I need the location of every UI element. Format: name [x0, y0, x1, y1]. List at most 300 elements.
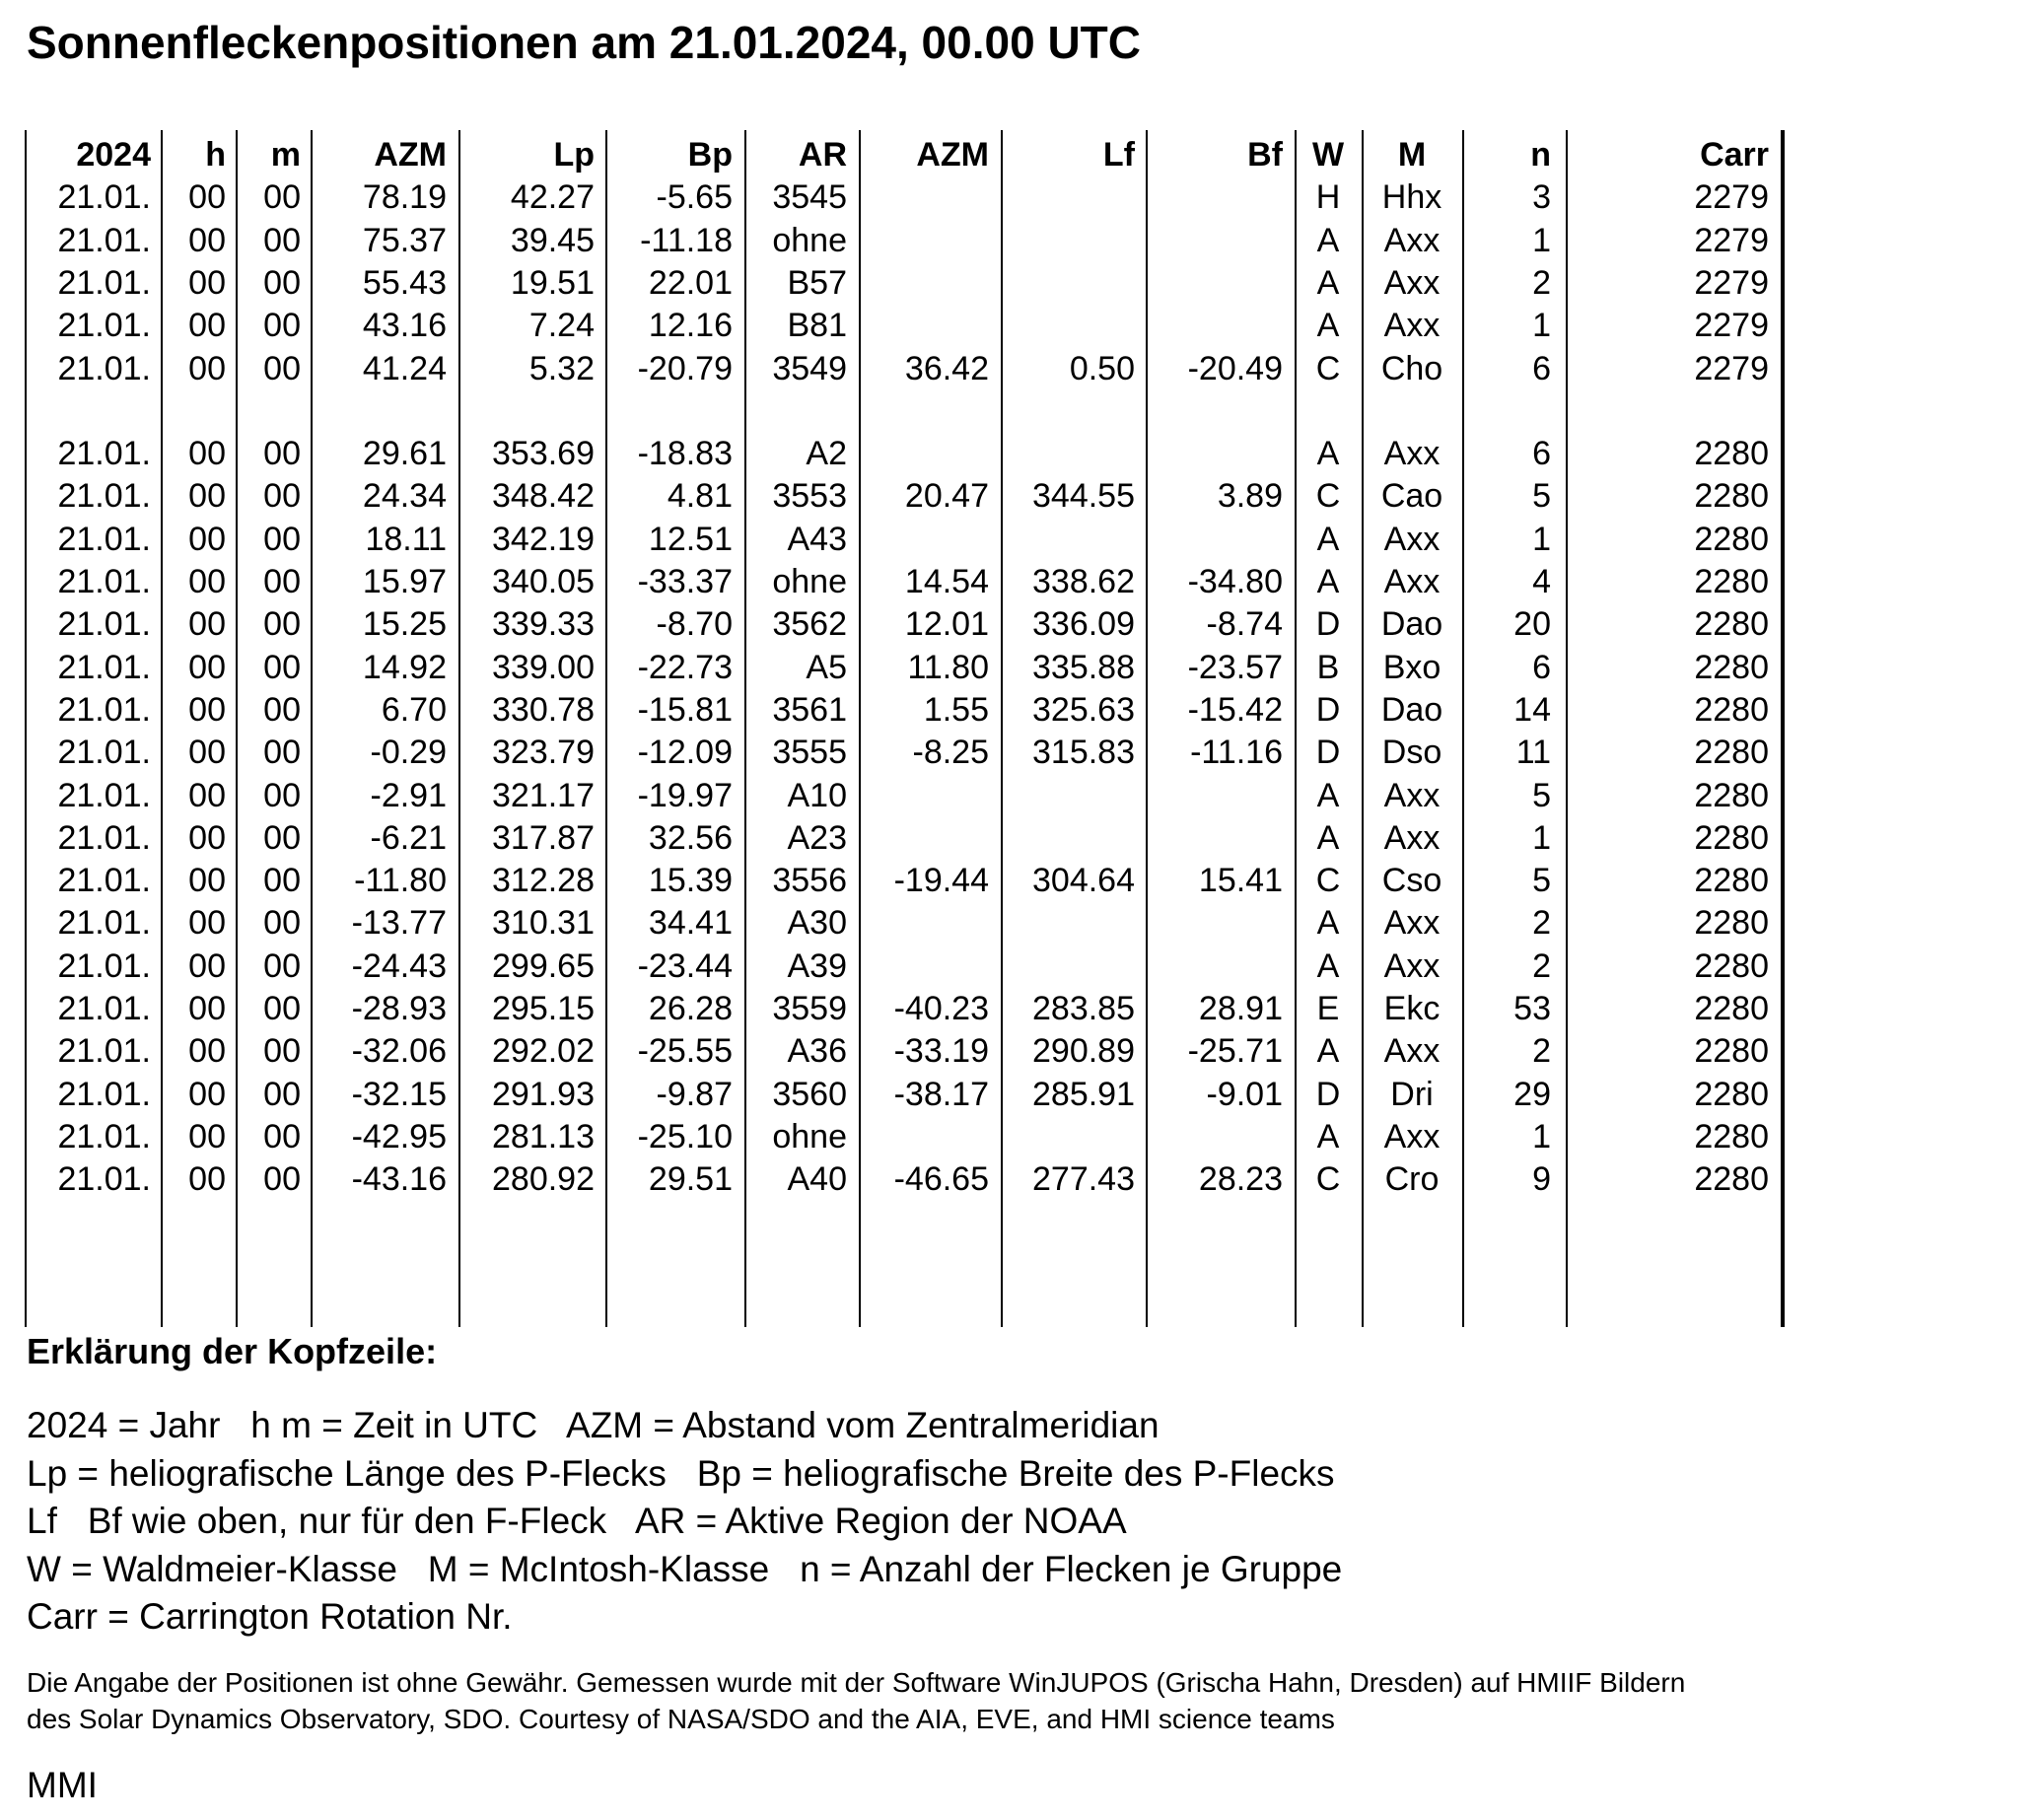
- table-cell: [1146, 775, 1283, 817]
- table-cell: 55.43: [362, 263, 447, 302]
- table-cell: [1146, 176, 1283, 219]
- table-cell: 6: [1532, 648, 1551, 686]
- table-cell: 2280: [1694, 1160, 1769, 1199]
- table-cell: 3559: [772, 990, 847, 1027]
- header-cell: n: [1530, 136, 1551, 174]
- table-cell: 00: [188, 605, 226, 644]
- table-cell: 18.11: [365, 520, 447, 558]
- table-cell: 335.88: [1032, 648, 1135, 686]
- header-cell: 2024: [76, 136, 151, 174]
- table-cell: 29: [1513, 1075, 1551, 1113]
- header-cell: W: [1311, 136, 1345, 174]
- table-cell: 338.62: [1032, 563, 1135, 600]
- table-cell: 21.01.: [57, 690, 151, 729]
- table-cell: A39: [787, 946, 847, 985]
- table-row: [25, 1074, 1799, 1116]
- table-row: [25, 305, 1799, 347]
- table-row: [25, 817, 1799, 860]
- table-cell: [1001, 945, 1135, 988]
- table-cell: 00: [188, 862, 226, 900]
- table-cell: -0.29: [370, 734, 447, 772]
- table-cell: 20: [1513, 605, 1551, 644]
- table-cell: Dri: [1390, 1075, 1434, 1113]
- table-cell: 28.23: [1198, 1160, 1283, 1199]
- table-cell: 2: [1532, 263, 1551, 302]
- table-cell: 21.01.: [57, 776, 151, 814]
- table-cell: 317.87: [492, 818, 595, 857]
- table-cell: B: [1316, 648, 1340, 686]
- table-cell: 2280: [1694, 776, 1769, 814]
- table-cell: 41.24: [362, 349, 447, 387]
- table-cell: 00: [188, 776, 226, 814]
- table-cell: 21.01.: [57, 648, 151, 686]
- table-cell: 3.89: [1217, 477, 1283, 516]
- table-cell: D: [1315, 690, 1341, 729]
- table-row: [25, 1116, 1799, 1158]
- table-cell: 5: [1532, 477, 1551, 516]
- table-cell: 2279: [1694, 307, 1769, 345]
- table-cell: 2280: [1694, 605, 1769, 644]
- table-cell: -18.83: [637, 435, 733, 473]
- table-cell: A5: [806, 648, 847, 686]
- table-cell: A: [1316, 1032, 1340, 1071]
- table-cell: -42.95: [351, 1117, 447, 1155]
- table-cell: 12.01: [904, 605, 989, 644]
- table-row: [25, 732, 1799, 774]
- legend-line: 2024 = Jahr h m = Zeit in UTC AZM = Abstand vom Zentralmeridian: [27, 1405, 1160, 1445]
- table-cell: 00: [263, 734, 301, 772]
- table-cell: 2: [1532, 904, 1551, 943]
- table-cell: 12.16: [648, 307, 733, 345]
- table-cell: 29.61: [362, 435, 447, 473]
- table-cell: 310.31: [492, 904, 595, 943]
- table-cell: A: [1316, 1117, 1340, 1155]
- table-cell: Axx: [1383, 307, 1441, 345]
- table-cell: 32.56: [648, 818, 733, 857]
- table-cell: [1146, 262, 1283, 305]
- table-cell: C: [1315, 1160, 1341, 1199]
- table-cell: 2280: [1694, 477, 1769, 516]
- table-cell: B81: [787, 307, 847, 345]
- table-cell: 21.01.: [57, 178, 151, 217]
- table-cell: -8.70: [656, 605, 733, 644]
- table-cell: 6.70: [381, 690, 447, 729]
- table-cell: 1: [1532, 221, 1551, 259]
- table-cell: 315.83: [1032, 734, 1135, 772]
- table-cell: 280.92: [492, 1160, 595, 1199]
- table-row: [25, 603, 1799, 646]
- table-cell: 00: [188, 734, 226, 772]
- table-cell: 14.92: [362, 648, 447, 686]
- header-cell: Lf: [1102, 136, 1135, 174]
- table-cell: [1001, 1116, 1135, 1158]
- table-cell: 21.01.: [57, 605, 151, 644]
- table-cell: 21.01.: [57, 1075, 151, 1113]
- table-cell: 3561: [772, 690, 847, 729]
- table-cell: ohne: [772, 221, 847, 259]
- table-cell: 2280: [1694, 435, 1769, 473]
- table-cell: A: [1316, 221, 1340, 259]
- header-cell: Lp: [553, 136, 595, 174]
- table-cell: 4: [1532, 563, 1551, 600]
- header-cell: Bf: [1247, 136, 1283, 174]
- table-cell: 00: [263, 818, 301, 857]
- table-row: [25, 348, 1799, 390]
- table-row: [25, 1030, 1799, 1073]
- table-cell: 2280: [1694, 648, 1769, 686]
- table-cell: 21.01.: [57, 734, 151, 772]
- table-cell: 00: [188, 563, 226, 600]
- table-cell: ohne: [772, 1117, 847, 1155]
- table-cell: -23.57: [1187, 648, 1283, 686]
- table-cell: 00: [263, 435, 301, 473]
- disclaimer-line: des Solar Dynamics Observatory, SDO. Courtesy of NASA/SDO and the AIA, EVE, and HMI science teams: [27, 1704, 1335, 1734]
- table-cell: 00: [263, 605, 301, 644]
- table-cell: 00: [188, 818, 226, 857]
- table-cell: 20.47: [904, 477, 989, 516]
- table-cell: [1001, 433, 1135, 475]
- table-cell: 00: [188, 1117, 226, 1155]
- table-cell: 21.01.: [57, 1160, 151, 1199]
- table-row: [25, 689, 1799, 732]
- table-cell: [859, 817, 989, 860]
- table-cell: C: [1315, 862, 1341, 900]
- table-cell: 2280: [1694, 1117, 1769, 1155]
- table-cell: 336.09: [1032, 605, 1135, 644]
- table-cell: 00: [188, 648, 226, 686]
- table-cell: 339.33: [492, 605, 595, 644]
- table-cell: 42.27: [510, 178, 595, 217]
- table-cell: 21.01.: [57, 307, 151, 345]
- table-cell: 21.01.: [57, 818, 151, 857]
- disclaimer-line: Die Angabe der Positionen ist ohne Gewähr. Gemessen wurde mit der Software WinJUPOS (Grischa Hahn, Dresden) auf HMIIF Bildern: [27, 1667, 1686, 1698]
- table-cell: 285.91: [1032, 1075, 1135, 1113]
- legend-line: W = Waldmeier-Klasse M = McIntosh-Klasse n = Anzahl der Flecken je Gruppe: [27, 1548, 1343, 1589]
- legend-line: Carr = Carrington Rotation Nr.: [27, 1596, 513, 1637]
- table-cell: 00: [188, 1160, 226, 1199]
- table-cell: [1001, 176, 1135, 219]
- table-cell: 00: [188, 263, 226, 302]
- table-cell: 21.01.: [57, 263, 151, 302]
- table-cell: 283.85: [1032, 990, 1135, 1027]
- table-cell: 21.01.: [57, 349, 151, 387]
- table-cell: Dso: [1381, 734, 1442, 772]
- table-cell: D: [1315, 734, 1341, 772]
- table-cell: 26.28: [648, 990, 733, 1027]
- table-cell: 00: [188, 904, 226, 943]
- table-cell: D: [1315, 605, 1341, 644]
- table-cell: 292.02: [492, 1032, 595, 1071]
- table-cell: [859, 305, 989, 347]
- table-cell: Hhx: [1381, 178, 1442, 217]
- table-cell: -32.06: [351, 1032, 447, 1071]
- header-cell: Carr: [1700, 136, 1769, 174]
- table-cell: [1146, 945, 1283, 988]
- table-cell: 00: [263, 990, 301, 1027]
- table-cell: A36: [787, 1032, 847, 1071]
- table-cell: -23.44: [637, 946, 733, 985]
- table-cell: 304.64: [1032, 862, 1135, 900]
- table-cell: Axx: [1383, 1032, 1441, 1071]
- table-cell: 4.81: [667, 477, 733, 516]
- table-cell: Axx: [1383, 520, 1441, 558]
- table-cell: A: [1316, 946, 1340, 985]
- table-row: [25, 902, 1799, 945]
- table-cell: [1001, 817, 1135, 860]
- table-cell: -25.10: [637, 1117, 733, 1155]
- table-cell: Axx: [1383, 904, 1441, 943]
- table-cell: -15.42: [1187, 690, 1283, 729]
- table-cell: 353.69: [492, 435, 595, 473]
- table-cell: -19.97: [637, 776, 733, 814]
- table-cell: 299.65: [492, 946, 595, 985]
- table-cell: 22.01: [648, 263, 733, 302]
- table-cell: 325.63: [1032, 690, 1135, 729]
- table-cell: 15.97: [362, 563, 447, 600]
- table-cell: -25.71: [1187, 1032, 1283, 1071]
- table-cell: 00: [263, 563, 301, 600]
- table-cell: [1001, 902, 1135, 945]
- table-cell: 3545: [772, 178, 847, 217]
- table-cell: 21.01.: [57, 1032, 151, 1071]
- table-cell: 00: [263, 904, 301, 943]
- table-cell: 00: [188, 1032, 226, 1071]
- table-cell: 2280: [1694, 520, 1769, 558]
- table-cell: H: [1315, 178, 1341, 217]
- table-cell: 2280: [1694, 862, 1769, 900]
- table-cell: 6: [1532, 435, 1551, 473]
- table-cell: 323.79: [492, 734, 595, 772]
- table-cell: 28.91: [1198, 990, 1283, 1027]
- table-cell: 2280: [1694, 1075, 1769, 1113]
- legend-line: Lp = heliografische Länge des P-Flecks Bp = heliografische Breite des P-Flecks: [27, 1452, 1335, 1494]
- legend: [27, 1402, 1342, 1642]
- table-cell: 3549: [772, 349, 847, 387]
- table-cell: A2: [806, 435, 847, 473]
- table-cell: -20.79: [637, 349, 733, 387]
- table-cell: A: [1316, 520, 1340, 558]
- table-cell: Axx: [1383, 263, 1441, 302]
- table-cell: 21.01.: [57, 904, 151, 943]
- table-cell: 15.41: [1198, 862, 1283, 900]
- table-cell: 340.05: [492, 563, 595, 600]
- table-cell: D: [1315, 1075, 1341, 1113]
- legend-line: Lf Bf wie oben, nur für den F-Fleck AR = Aktive Region der NOAA: [27, 1501, 1127, 1541]
- table-cell: -34.80: [1187, 563, 1283, 600]
- table-cell: Cso: [1381, 862, 1442, 900]
- table-cell: A: [1316, 563, 1340, 600]
- table-cell: 00: [263, 1075, 301, 1113]
- table-cell: A: [1316, 904, 1340, 943]
- table-cell: 2280: [1694, 690, 1769, 729]
- table-cell: 21.01.: [57, 946, 151, 985]
- table-cell: 3: [1532, 178, 1551, 217]
- table-cell: 21.01.: [57, 990, 151, 1027]
- table-cell: 19.51: [510, 263, 595, 302]
- table-cell: A30: [787, 904, 847, 943]
- table-row: [25, 1158, 1799, 1201]
- table-row: [25, 262, 1799, 305]
- table-cell: 2280: [1694, 904, 1769, 943]
- table-cell: -33.19: [893, 1032, 989, 1071]
- table-cell: 1: [1532, 818, 1551, 857]
- table-cell: -32.15: [351, 1075, 447, 1113]
- table-cell: 00: [188, 690, 226, 729]
- table-cell: 00: [188, 349, 226, 387]
- table-cell: 5: [1532, 862, 1551, 900]
- table-row: [25, 220, 1799, 262]
- table-cell: [1146, 902, 1283, 945]
- table-cell: Bxo: [1382, 648, 1441, 686]
- table-cell: 3556: [772, 862, 847, 900]
- table-cell: 342.19: [492, 520, 595, 558]
- table-cell: Dao: [1380, 690, 1443, 729]
- table-cell: -8.25: [912, 734, 989, 772]
- header-cell: AZM: [374, 136, 447, 174]
- table-cell: 291.93: [492, 1075, 595, 1113]
- table-cell: -24.43: [351, 946, 447, 985]
- table-cell: 2280: [1694, 946, 1769, 985]
- table-cell: 11.80: [907, 648, 989, 686]
- table-cell: -15.81: [637, 690, 733, 729]
- table-row: [25, 519, 1799, 561]
- table-cell: -8.74: [1206, 605, 1283, 644]
- table-cell: 00: [263, 946, 301, 985]
- table-cell: Ekc: [1383, 990, 1441, 1027]
- table-cell: 36.42: [904, 349, 989, 387]
- table-cell: -9.87: [656, 1075, 733, 1113]
- table-cell: 2279: [1694, 263, 1769, 302]
- table-cell: Axx: [1383, 776, 1441, 814]
- table-cell: 277.43: [1032, 1160, 1135, 1199]
- table-cell: 78.19: [362, 178, 447, 217]
- table-cell: 75.37: [362, 221, 447, 259]
- table-cell: [1146, 305, 1283, 347]
- table-cell: Axx: [1383, 946, 1441, 985]
- table-cell: 2280: [1694, 563, 1769, 600]
- table-cell: 21.01.: [57, 221, 151, 259]
- table-cell: -25.55: [637, 1032, 733, 1071]
- table-cell: 00: [263, 1160, 301, 1199]
- table-cell: [1001, 220, 1135, 262]
- table-cell: 1.55: [923, 690, 989, 729]
- table-cell: 00: [188, 520, 226, 558]
- table-row: [25, 988, 1799, 1030]
- table-cell: 2279: [1694, 349, 1769, 387]
- table-cell: 5.32: [528, 349, 595, 387]
- table-cell: C: [1315, 349, 1341, 387]
- table-cell: 2: [1532, 1032, 1551, 1071]
- table-row: [25, 860, 1799, 902]
- table-cell: [859, 519, 989, 561]
- table-cell: 00: [188, 435, 226, 473]
- table-cell: B57: [787, 263, 847, 302]
- table-cell: 53: [1513, 990, 1551, 1027]
- table-cell: 00: [263, 307, 301, 345]
- table-cell: -33.37: [637, 563, 733, 600]
- explanation-heading: Erklärung der Kopfzeile:: [27, 1331, 438, 1371]
- table-cell: 348.42: [492, 477, 595, 516]
- table-cell: 3555: [772, 734, 847, 772]
- table-cell: A40: [787, 1160, 847, 1199]
- table-cell: 21.01.: [57, 862, 151, 900]
- table-cell: [1146, 817, 1283, 860]
- table-cell: 290.89: [1032, 1032, 1135, 1071]
- table-cell: 00: [188, 477, 226, 516]
- table-cell: 21.01.: [57, 520, 151, 558]
- table-cell: A: [1316, 263, 1340, 302]
- table-cell: Axx: [1383, 563, 1441, 600]
- table-cell: -13.77: [351, 904, 447, 943]
- table-cell: -20.49: [1187, 349, 1283, 387]
- table-cell: 3553: [772, 477, 847, 516]
- table-cell: 2279: [1694, 178, 1769, 217]
- table-cell: [1146, 220, 1283, 262]
- table-cell: 00: [263, 862, 301, 900]
- table-cell: 339.00: [492, 648, 595, 686]
- table-cell: [1146, 519, 1283, 561]
- table-row: [25, 561, 1799, 603]
- table-cell: 281.13: [492, 1117, 595, 1155]
- table-cell: Axx: [1383, 435, 1441, 473]
- table-cell: 00: [188, 946, 226, 985]
- table-cell: C: [1315, 477, 1341, 516]
- table-row: [25, 775, 1799, 817]
- table-cell: -12.09: [637, 734, 733, 772]
- table-cell: 2: [1532, 946, 1551, 985]
- table-cell: 2280: [1694, 734, 1769, 772]
- table-cell: [859, 945, 989, 988]
- table-cell: 14: [1513, 690, 1551, 729]
- table-row: [25, 176, 1799, 219]
- table-cell: [859, 902, 989, 945]
- header-cell: AZM: [916, 136, 989, 174]
- table-cell: 34.41: [648, 904, 733, 943]
- table-cell: 295.15: [492, 990, 595, 1027]
- table-cell: -6.21: [370, 818, 447, 857]
- header-cell: M: [1397, 136, 1427, 174]
- table-cell: 2280: [1694, 990, 1769, 1027]
- table-cell: A: [1316, 307, 1340, 345]
- table-cell: 00: [188, 178, 226, 217]
- table-cell: 00: [188, 307, 226, 345]
- table-cell: 3560: [772, 1075, 847, 1113]
- table-cell: 14.54: [904, 563, 989, 600]
- table-cell: -2.91: [370, 776, 447, 814]
- table-cell: 15.25: [362, 605, 447, 644]
- table-cell: -22.73: [637, 648, 733, 686]
- table-cell: 5: [1532, 776, 1551, 814]
- table-cell: [1146, 1116, 1283, 1158]
- table-header: [25, 134, 1799, 176]
- table-cell: A10: [787, 776, 847, 814]
- table-cell: [859, 433, 989, 475]
- table-cell: [859, 775, 989, 817]
- table-cell: -40.23: [893, 990, 989, 1027]
- header-cell: Bp: [687, 136, 733, 174]
- table-row: [25, 945, 1799, 988]
- table-cell: Cao: [1380, 477, 1443, 516]
- table-cell: -11.80: [354, 862, 447, 900]
- table-cell: 11: [1515, 734, 1551, 772]
- header-cell: m: [270, 136, 301, 174]
- table-cell: 00: [263, 520, 301, 558]
- table-cell: 39.45: [510, 221, 595, 259]
- table-cell: 43.16: [362, 307, 447, 345]
- table-cell: 00: [263, 263, 301, 302]
- table-cell: -5.65: [656, 178, 733, 217]
- table-cell: 24.34: [362, 477, 447, 516]
